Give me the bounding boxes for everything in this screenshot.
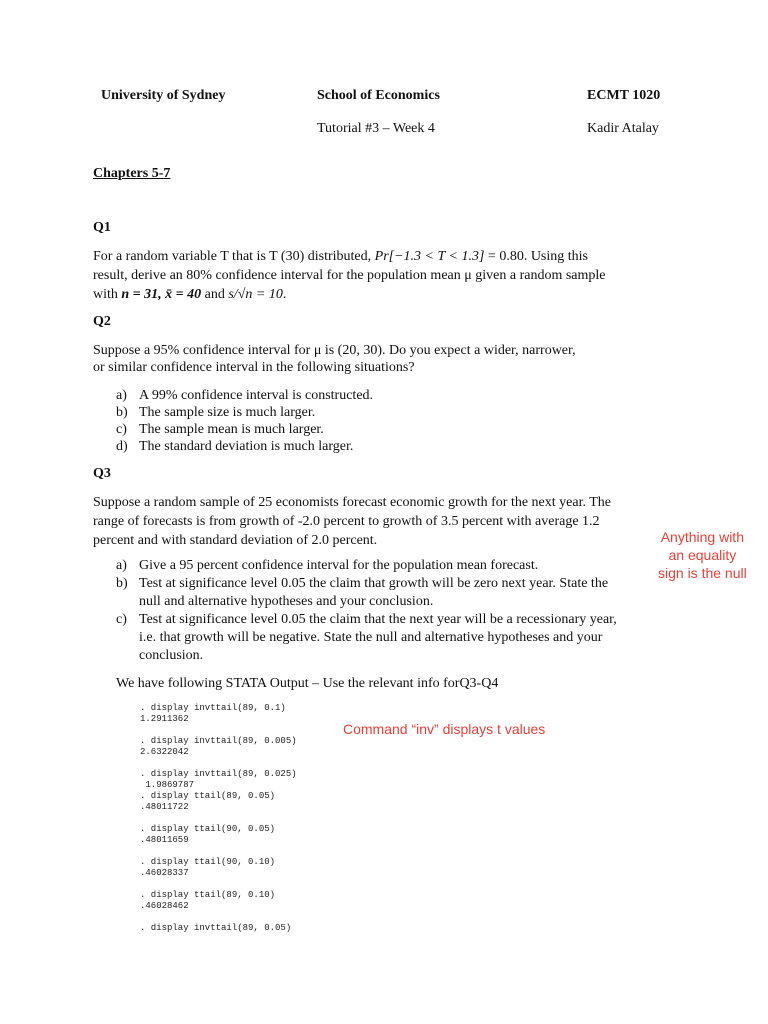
list-item: b) The sample size is much larger. — [116, 405, 316, 420]
q1-heading: Q1 — [93, 220, 111, 235]
q1-body — [93, 247, 606, 304]
school-name: School of Economics — [317, 88, 440, 103]
university-name: University of Sydney — [101, 88, 226, 103]
chapters-heading: Chapters 5-7 — [93, 166, 171, 181]
q2-body — [93, 342, 576, 376]
list-item: a) A 99% confidence interval is constructed. — [116, 388, 374, 403]
q1-se-expr: s/√n = 10 — [228, 287, 283, 302]
q1-sample-expr: n = 31, x̄ = 40 — [121, 287, 202, 302]
course-code: ECMT 1020 — [587, 88, 661, 103]
stata-block: . display invttail(89, 0.05) — [140, 923, 292, 933]
list-item-continuation: i.e. that growth will be negative. State the null and alternative hypotheses and your — [139, 630, 603, 645]
stata-block: . display invttail(89, 0.005) 2.6322042 — [140, 736, 297, 757]
tutorial-label: Tutorial #3 – Week 4 — [317, 121, 435, 136]
stata-block: . display invttail(89, 0.1) 1.2911362 — [140, 703, 286, 724]
q3-heading: Q3 — [93, 466, 111, 481]
list-item: d) The standard deviation is much larger. — [116, 439, 354, 454]
list-item: c) Test at significance level 0.05 the claim that the next year will be a recessionary year, — [116, 612, 617, 627]
q1-line-1: For a random variable T that is T (30) distributed, Pr[−1.3 < T < 1.3] = 0.80. Using this — [93, 249, 588, 264]
stata-block: . display invttail(89, 0.025) 1.9869787 — [140, 769, 297, 790]
q3-body — [93, 493, 611, 550]
stata-output — [140, 703, 297, 945]
q1-line-3: with n = 31, x̄ = 40 and s/√n = 10. — [93, 287, 287, 302]
q1-line-2: result, derive an 80% confidence interval for the population mean μ given a random sample — [93, 268, 606, 283]
list-item-continuation: conclusion. — [139, 648, 204, 663]
q1-probability-expr: Pr[−1.3 < T < 1.3] — [374, 249, 485, 264]
q2-heading: Q2 — [93, 314, 111, 329]
list-item: a) Give a 95 percent confidence interval for the population mean forecast. — [116, 558, 539, 573]
q2-line-2: or similar confidence interval in the following situations? — [93, 360, 415, 375]
q3-line-1: Suppose a random sample of 25 economists forecast economic growth for the next year. The — [93, 495, 611, 510]
author-name: Kadir Atalay — [587, 121, 659, 136]
list-item: b) Test at significance level 0.05 the claim that growth will be zero next year. State the — [116, 576, 609, 591]
stata-block: . display ttail(89, 0.05) .48011722 — [140, 791, 276, 812]
inv-command-note: Command “inv” displays t values — [343, 721, 546, 737]
stata-intro: We have following STATA Output – Use the relevant info forQ3-Q4 — [116, 676, 499, 691]
q2-line-1: Suppose a 95% confidence interval for μ is (20, 30). Do you expect a wider, narrower, — [93, 343, 576, 358]
q3-line-3: percent and with standard deviation of 2.0 percent. — [93, 533, 378, 548]
stata-block: . display ttail(89, 0.10) .46028462 — [140, 890, 276, 911]
list-item: c) The sample mean is much larger. — [116, 422, 324, 437]
stata-block: . display ttail(90, 0.05) .48011659 — [140, 824, 276, 845]
q2-list — [116, 387, 373, 455]
q3-line-2: range of forecasts is from growth of -2.0 percent to growth of 3.5 percent with average 1.2 — [93, 514, 600, 529]
stata-block: . display ttail(90, 0.10) .46028337 — [140, 857, 276, 878]
null-hypothesis-note: Anything with an equality sign is the null — [658, 529, 747, 581]
list-item-continuation: null and alternative hypotheses and your conclusion. — [139, 594, 434, 609]
q3-list — [116, 557, 617, 665]
